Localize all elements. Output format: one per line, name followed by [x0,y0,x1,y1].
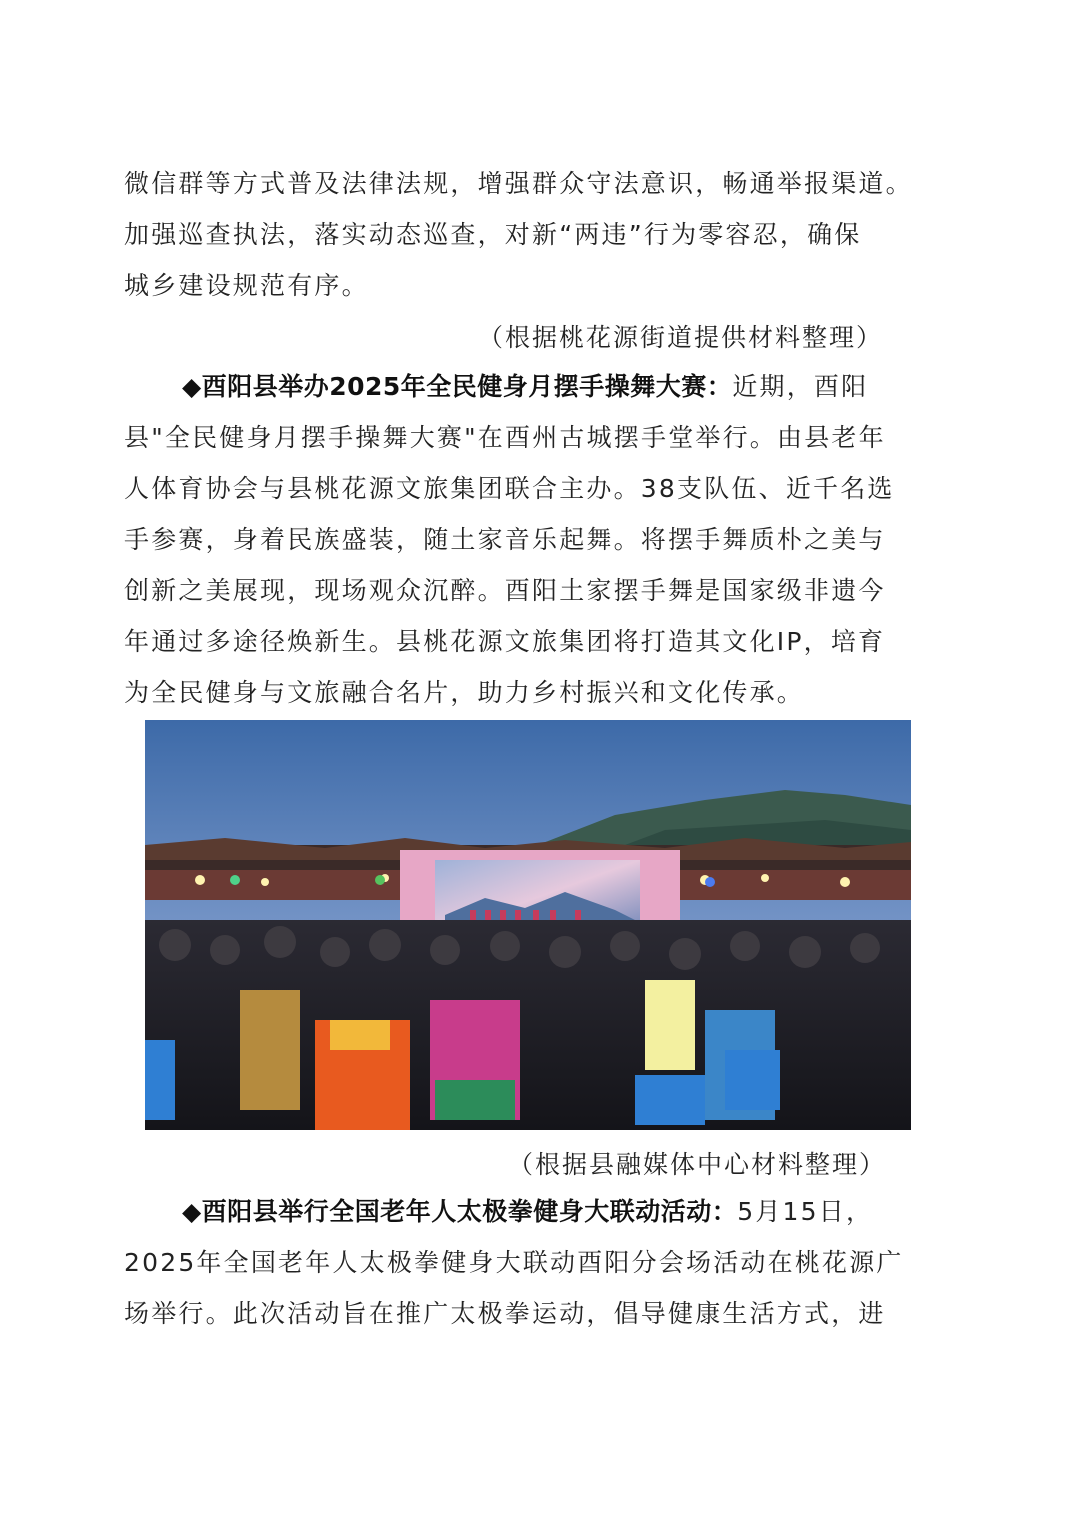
paragraph-line: 为全民健身与文旅融合名片，助力乡村振兴和文化传承。 [124,678,805,707]
source-note-media-center: （根据县融媒体中心材料整理） [508,1150,887,1179]
heading-rest-text: 5月15日， [737,1197,874,1226]
paragraph-line: 微信群等方式普及法律法规，增强群众守法意识，畅通举报渠道。 [124,169,913,198]
event-photo [145,720,911,1130]
paragraph-line: 人体育协会与县桃花源文旅集团联合主办。38支队伍、近千名选 [124,474,895,503]
paragraph-line: 场举行。此次活动旨在推广太极拳运动，倡导健康生活方式，进 [124,1299,886,1328]
paragraph-line: 年通过多途径焕新生。县桃花源文旅集团将打造其文化IP，培育 [124,627,886,656]
paragraph-line: 2025年全国老年人太极拳健身大联动酉阳分会场活动在桃花源广 [124,1248,904,1277]
paragraph-taichi [124,1186,946,1339]
section-heading-taichi: ◆酉阳县举行全国老年人太极拳健身大联动活动： [182,1197,738,1226]
section-heading-dance-contest: ◆酉阳县举办2025年全民健身月摆手操舞大赛： [182,372,733,401]
paragraph-line: 县"全民健身月摆手操舞大赛"在酉州古城摆手堂举行。由县老年 [124,423,886,452]
paragraph-first-line [124,361,946,412]
paragraph-line: 加强巡查执法，落实动态巡查，对新“两违”行为零容忍，确保 [124,220,862,249]
paragraph-first-line [124,1186,946,1237]
paragraph-line: 城乡建设规范有序。 [124,271,369,300]
paragraph-line: 手参赛，身着民族盛装，随土家音乐起舞。将摆手舞质朴之美与 [124,525,886,554]
paragraph-dance-contest [124,361,946,718]
source-note-taohuayuan: （根据桃花源街道提供材料整理） [478,323,884,352]
paragraph-law-enforcement [124,158,946,311]
heading-rest-text: 近期，酉阳 [732,372,869,401]
paragraph-line: 创新之美展现，现场观众沉醉。酉阳土家摆手舞是国家级非遗今 [124,576,886,605]
